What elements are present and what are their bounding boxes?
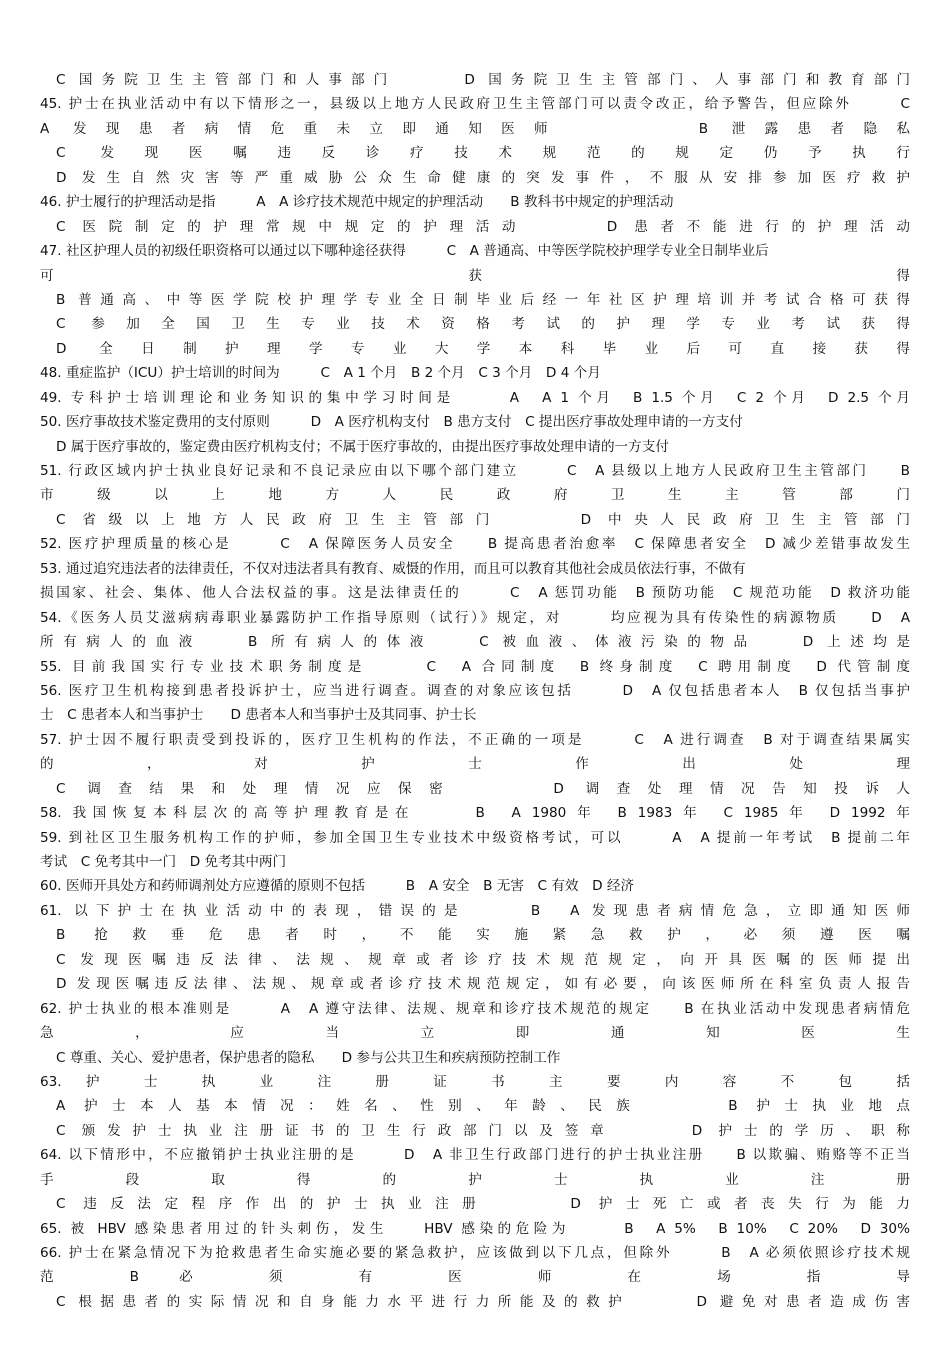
text-line <box>40 264 910 288</box>
text-line <box>40 92 910 116</box>
text-line <box>40 630 910 654</box>
text-line-content: 64. 以下情形中，不应撤销护士执业注册的是 D A 非卫生行政部门进行的护士执业注册 B 以欺骗、贿赂等不正当 <box>40 1147 910 1164</box>
text-line-content: 54.《医务人员艾滋病病毒职业暴露防护工作指导原则（试行）》规定，对 均应视为具有传染性的病源物质 D A <box>40 609 910 626</box>
text-line <box>40 581 910 605</box>
text-line <box>40 117 910 141</box>
text-line-content: 损国家、社会、集体、他人合法权益的事。这是法律责任的 C A 惩罚功能 B 预防功能 C 规范功能 D 救济功能 <box>40 585 910 602</box>
text-line <box>40 483 910 507</box>
text-line <box>40 1192 910 1216</box>
text-line-content: 市 级 以 上 地 方 人 民 政 府 卫 生 主 管 部 门 <box>40 487 910 504</box>
text-line <box>40 532 910 556</box>
text-line-content: C 调查结果和处理情况应保密 D 调查处理情况告知投诉人 <box>56 780 910 797</box>
text-line <box>40 606 910 630</box>
text-line-content: 51. 行政区域内护士执业良好记录和不良记录应由以下哪个部门建立 C A 县级以上地方人民政府卫生主管部门 B <box>40 463 910 479</box>
text-line-content: 47. 社区护理人员的初级任职资格可以通过以下哪种途径获得 C A 普通高、中等医学院校护理学专业全日制毕业后 <box>40 243 769 260</box>
text-line-content: 58. 我国恢复本科层次的高等护理教育是在 B A 1980 年 B 1983 年 C 1985 年 D 1992 年 <box>40 805 910 822</box>
text-line <box>40 1119 910 1143</box>
text-line-content: D 属于医疗事故的，鉴定费由医疗机构支付；不属于医疗事故的，由提出医疗事故处理申请的一方支付 <box>56 438 669 455</box>
text-line-content: C 发现医嘱违反诊疗技术规范的规定仍予执行 <box>56 145 910 162</box>
text-line-content: 48. 重症监护（ICU）护士培训的时间为 C A 1 个月 B 2 个月 C 3 个月 D 4 个月 <box>40 365 601 382</box>
text-line <box>40 141 910 165</box>
text-line <box>40 899 910 923</box>
text-line <box>40 777 910 801</box>
text-line <box>40 850 910 874</box>
text-line-content: C 省级以上地方人民政府卫生主管部门 D 中央人民政府卫生主管部门 <box>56 511 910 528</box>
text-line <box>40 923 910 947</box>
text-line <box>40 1021 910 1045</box>
text-line <box>40 1265 910 1289</box>
text-line <box>40 801 910 825</box>
text-line <box>40 997 910 1021</box>
text-line-content: D 发生自然灾害等严重威胁公众生命健康的突发事件，不服从安排参加医疗救护 <box>56 169 910 186</box>
text-line <box>40 1217 910 1241</box>
text-line-content: B 抢救垂危患者时，不能实施紧急救护，必须遵医嘱 <box>56 927 910 944</box>
text-line-content: 60. 医师开具处方和药师调剂处方应遵循的原则不包括 B A 安全 B 无害 C 有效 D 经济 <box>40 878 635 895</box>
text-line <box>40 557 910 581</box>
text-line <box>40 410 910 434</box>
text-line-content: D 发现医嘱违反法律、法规、规章或者诊疗技术规范规定，如有必要，向该医师所在科室负责人报告 <box>56 976 910 993</box>
text-line <box>40 655 910 679</box>
text-line-content: 的 ， 对 护 士 作 出 处 理 <box>40 756 910 773</box>
text-line-content: C 医院制定的护理常规中规定的护理活动 D 患者不能进行的护理活动 <box>56 218 910 235</box>
text-line <box>40 1168 910 1192</box>
text-line-content: 50. 医疗事故技术鉴定费用的支付原则 D A 医疗机构支付 B 患方支付 C 提出医疗事故处理申请的一方支付 <box>40 414 743 431</box>
text-line <box>40 972 910 996</box>
text-line <box>40 215 910 239</box>
text-line <box>40 1070 910 1094</box>
text-line-content: 59. 到社区卫生服务机构工作的护师，参加全国卫生专业技术中级资格考试，可以 A A 提前一年考试 B 提前二年 <box>40 829 910 846</box>
text-line <box>40 166 910 190</box>
text-line-content: C 参加全国卫生专业技术资格考试的护理学专业考试获得 <box>56 316 910 333</box>
text-line-content: C 发现医嘱违反法律、法规、规章或者诊疗技术规范规定，向开具医嘱的医师提出 <box>56 951 910 968</box>
text-line <box>40 948 910 972</box>
text-line <box>40 386 910 410</box>
text-line-content: 66. 护士在紧急情况下为抢救患者生命实施必要的紧急救护，应该做到以下几点，但除外 B A 必须依照诊疗技术规 <box>40 1245 910 1261</box>
text-line-content: 63. 护 士 执 业 注 册 证 书 主 要 内 容 不 包 括 <box>40 1073 910 1090</box>
text-line-content: 52. 医疗护理质量的核心是 C A 保障医务人员安全 B 提高患者治愈率 C 保障患者安全 D 减少差错事故发生 <box>40 536 910 553</box>
text-line-content: 57. 护士因不履行职责受到投诉的，医疗卫生机构的作法，不正确的一项是 C A 进行调查 B 对于调查结果属实 <box>40 731 910 748</box>
text-line <box>40 1094 910 1118</box>
text-line <box>40 190 910 214</box>
text-line-content: 56. 医疗卫生机构接到患者投诉护士，应当进行调查。调查的对象应该包括 D A 仅包括患者本人 B 仅包括当事护 <box>40 682 910 699</box>
text-line-content: A 护士本人基本情况：姓名、性别、年龄、民族 B 护士执业地点 <box>56 1098 910 1115</box>
text-line-content: 49. 专科护士培训理论和业务知识的集中学习时间是 A A 1 个月 B 1.5 个月 C 2 个月 D 2.5 个月 <box>40 389 910 406</box>
text-line-content: 45. 护士在执业活动中有以下情形之一，县级以上地方人民政府卫生主管部门可以责令改正，给予警告，但应除外 C <box>40 96 910 113</box>
text-line <box>40 752 910 776</box>
text-line <box>40 239 910 263</box>
text-line-content: 所有病人的血液 B 所有病人的体液 C 被血液、体液污染的物品 D 上述均是 <box>40 634 910 651</box>
text-line <box>40 361 910 385</box>
text-line <box>40 1241 910 1265</box>
text-line-content: 急 ， 应 当 立 即 通 知 医 生 <box>40 1025 910 1042</box>
text-line-content: C 国务院卫生主管部门和人事部门 D 国务院卫生主管部门、人事部门和教育部门 <box>56 72 910 88</box>
text-line-content: C 违反法定程序作出的护士执业注册 D 护士死亡或者丧失行为能力 <box>56 1196 910 1213</box>
text-line <box>40 874 910 898</box>
text-line-content: 可 获 得 <box>40 267 910 284</box>
text-line-content: D 全日制护理学专业大学本科毕业后可直接获得 <box>56 340 910 357</box>
text-line-content: 考试 C 免考其中一门 D 免考其中两门 <box>40 854 287 870</box>
text-line <box>40 312 910 336</box>
text-line-content: 62. 护士执业的根本准则是 A A 遵守法律、法规、规章和诊疗技术规范的规定 B 在执业活动中发现患者病情危 <box>40 1000 910 1017</box>
text-line <box>40 703 910 727</box>
text-line <box>40 68 910 92</box>
text-line <box>40 826 910 850</box>
text-line-content: C 尊重、关心、爱护患者，保护患者的隐私 D 参与公共卫生和疾病预防控制工作 <box>56 1049 561 1066</box>
document-page <box>40 68 910 1314</box>
text-line <box>40 459 910 483</box>
text-line <box>40 508 910 532</box>
text-line <box>40 337 910 361</box>
text-line-content: 士 C 患者本人和当事护士 D 患者本人和当事护士及其同事、护士长 <box>40 707 477 724</box>
text-line <box>40 679 910 703</box>
text-line-content: B 普通高、中等医学院校护理学专业全日制毕业后经一年社区护理培训并考试合格可获得 <box>56 291 910 308</box>
text-line-content: 61. 以下护士在执业活动中的表现，错误的是 B A 发现患者病情危急，立即通知医师 <box>40 902 910 919</box>
text-line <box>40 1046 910 1070</box>
text-line-content: 手 段 取 得 的 护 士 执 业 注 册 <box>40 1171 910 1188</box>
text-line-content: 范 B 必 须 有 医 师 在 场 指 导 <box>40 1269 910 1286</box>
text-line-content: C 颁发护士执业注册证书的卫生行政部门以及签章 D 护士的学历、职称 <box>56 1122 910 1139</box>
text-line <box>40 435 910 459</box>
text-line <box>40 288 910 312</box>
text-line-content: 46. 护士履行的护理活动是指 A A 诊疗技术规范中规定的护理活动 B 教科书中规定的护理活动 <box>40 194 674 211</box>
text-line-content: 65. 被 HBV 感染患者用过的针头刺伤，发生 HBV 感染的危险为 B A 5% B 10% C 20% D 30% <box>40 1220 910 1237</box>
text-line-content: C 根据患者的实际情况和自身能力水平进行力所能及的救护 D 避免对患者造成伤害 <box>56 1293 910 1310</box>
text-line <box>40 1290 910 1314</box>
text-line-content: A 发现患者病情危重未立即通知医师 B 泄露患者隐私 <box>40 120 910 137</box>
text-line <box>40 728 910 752</box>
text-line <box>40 1143 910 1167</box>
text-line-content: 53. 通过追究违法者的法律责任，不仅对违法者具有教育、威慑的作用，而且可以教育其他社会成员依法行事，不做有 <box>40 560 746 577</box>
text-line-content: 55. 目前我国实行专业技术职务制度是 C A 合同制度 B 终身制度 C 聘用制度 D 代管制度 <box>40 658 910 675</box>
